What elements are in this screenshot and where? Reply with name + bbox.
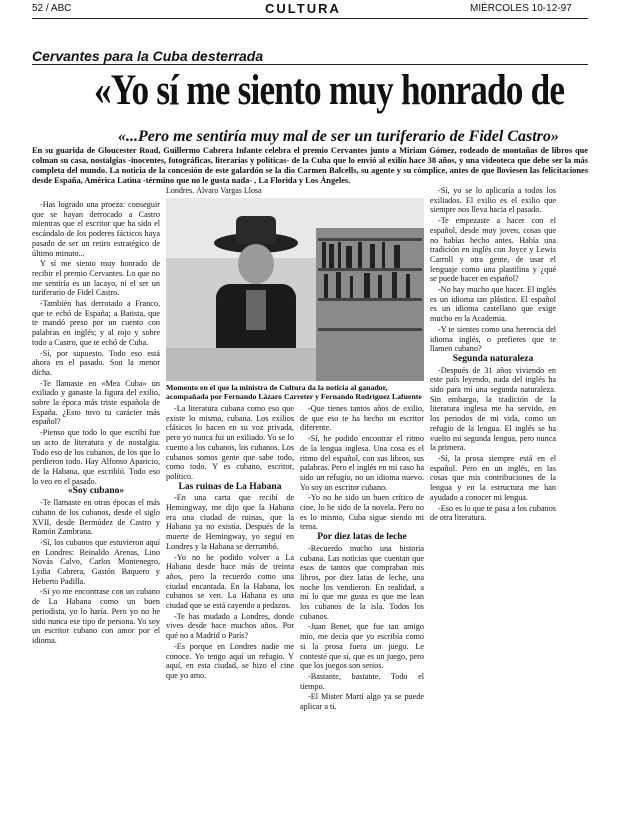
col1-paragraph-3: -También has derrotado a Franco, que te echó de España; a Batista, que te mandó preso por un cuento con palabras en inglés; y al rojo y sobre todo a Castro, que te echó de Cuba. [32, 299, 160, 347]
col1-paragraph-1: -Has logrado una proeza: conseguir que se hayan derrocado a Castro mientras que el escritor que ha sido el escándalo de los poderes fácticos haya pasado de ser un retiro estratégico de último minuto... [32, 200, 160, 258]
col4-paragraph-5: -Después de 31 años viviendo en este país leyendo, nada del inglés ha sido para mí una segunda naturaleza. Sin embargo, la tradición de la literatura inglesa me ha servido, en los periodos de mi vida, como un refugio de la lengua. El inglés se ha vuelto mi segunda lengua, pero nunca la primera. [430, 365, 556, 453]
photo-illustration [166, 198, 424, 381]
col1-paragraph-7: -Te llamaste en otras épocas el más cubano de los cubanos, desde el siglo XVII, desde Bermúdez de Castro y Ramón Zambrana. [32, 498, 160, 537]
column-3 [300, 404, 424, 826]
col3-paragraph-4: -Recuerdo mucho una historia cubana. Las noticias que cuentan que esos de tantos que compraban mis libros, por diez latas de leche, una noche los vendieron. En realidad, a mí lo que me gusta es que me lean los cubanos de la isla. Todos los cubanos. [300, 543, 424, 621]
col4-paragraph-7: -Eso es lo que te pasa a los cubanos de otra literatura. [430, 503, 556, 523]
col1-paragraph-8: -Sí, los cubanos que estuvieron aquí en Londres: Reinaldo Arenas, Lino Novás Calvo, Carlos Montenegro, Lydia Cabrera, Gastón Baquero y Heberto Padilla. [32, 537, 160, 586]
col2-paragraph-5: -Es porque en Londres nadie me conoce. Yo tengo aquí un refugio. Y aquí, en esta ciudad, se hizo el cine que yo amo. [166, 641, 294, 680]
dateline-text: Londres. Álvaro Vargas Llosa [166, 186, 262, 195]
col3-paragraph-7: -El Mister Martí algo ya se puede aplicar a ti. [300, 692, 424, 712]
col4-paragraph-2: -Te empezaste a hacer con el español, desde muy joven, cosas que no habías hecho antes. Había una tradición en inglés con Joyce y Lewis Carroll y otra gente, de usar el lenguaje como una plastilina y ¿qué se puede hacer en español? [430, 216, 556, 284]
article-photo [166, 198, 424, 381]
col2-subheading: Las ruinas de La Habana [178, 481, 282, 492]
col2-paragraph-3: -Yo no he podido volver a La Habana desde hace más de treinta años, pero la recuerdo como una ciudad encantada. En la Habana, los cubanos se ven. La Habana es una ciudad que se está cayendo a pedazos. [166, 552, 294, 611]
kicker-rule [32, 64, 588, 65]
column-1 [32, 200, 160, 826]
intro-paragraph [32, 146, 588, 186]
col1-paragraph-4: -Sí, por supuesto. Todo eso está ahora en el pasado. Son la menor dicha. [32, 348, 160, 377]
col4-paragraph-6: -Sí, la prosa siempre está en el español. Pero en un inglés, en las cosas que mis contribuciones de la lengua y en la estructura me han ayudado a conocer mi lengua. [430, 453, 556, 502]
col3-subheading: Por diez latas de leche [317, 532, 407, 543]
col1-paragraph-5: -Te llamaste en «Mea Cuba» un exiliado y ganaste la figura del exilio, sobre la época más triste española de España. ¿Esto tuvo tu carácter más español? [32, 378, 160, 427]
column-4 [430, 186, 556, 826]
col3-paragraph-6: -Bastante, bastante. Todo el tiempo. [300, 671, 424, 691]
col1-paragraph-9: -Si yo me encontrase con un cubano de La Habana como un buen periodista, yo lo haría. Pero yo no he sido nunca ese tipo de persona. Yo soy un escritor cubano con amor por el idioma. [32, 587, 160, 645]
col2-paragraph-2: -En una carta que recibí de Hemingway, me dijo que la Habana era una ciudad de ruinas, que la Habana ya no existía. Después de la muerte de Hemingway, yo seguí en Londres y la Habana se derrumbó. [166, 493, 294, 551]
col4-paragraph-4: -Y te sientes como una herencia del idioma inglés, o prefieres que te llamen cubano? [430, 324, 556, 354]
col2-paragraph-1: -La literatura cubana como eso que existe lo mismo, cubana. Los exilios clásicos lo hacen en su voz privada, pero yo nunca fui un exiliado. Yo se lo cuento a los cubanos, los cubanos. Los cubanos somos gente que sabe todo, como todo. Y es cubano, escritor, político. [166, 404, 294, 481]
dateline [166, 186, 424, 196]
col3-paragraph-5: -Juan Benet, que fue tan amigo mío, me decía que yo escribía como si la prosa fuera un juego. Le contesté que sí, que es un juego, pero que los juegos son serios. [300, 622, 424, 671]
page-number: 52 / ABC [32, 3, 72, 14]
col4-paragraph-1: -Sí, yo se lo aplicaría a todos los exiliados. El exilio es el exilio que siempre nos lleva hacia el pasado. [430, 186, 556, 215]
col3-paragraph-2: -Sí, he podido encontrar el ritmo de la lengua inglesa. Una cosa es el ritmo del español, con sus libros, sus palabras. Pero el inglés en mi caso ha sido un refugio, no un idioma nuevo. Yo soy un escritor cubano. [300, 434, 424, 492]
issue-date: MIÉRCOLES 10-12-97 [470, 3, 572, 14]
col3-paragraph-1: -Que tienes tantos años de exilio, de que eso te ha hecho un escritor diferente. [300, 404, 424, 433]
page-header [0, 0, 620, 20]
col2-paragraph-4: -Te has mudado a Londres, donde vives desde hace muchos años. Por qué no a Madrid o París? [166, 611, 294, 641]
col3-paragraph-3: -Yo no he sido un buen crítico de cine, lo he sido de la novela. Pero no es lo mismo, Cuba sigue siendo mi tema. [300, 493, 424, 532]
column-2 [166, 404, 294, 826]
intro-text: En su guarida de Gloucester Road, Guillermo Cabrera Infante celebra el premio Cervantes junto a Miriam Gómez, rodeado de montañas de libros que colman su casa, nostalgias -inocentes, fotográficas, literarias y políticas- de la Cuba que lo envió al exilio hace 38 años, y una videoteca que debe ser la más completa del mundo. La noticia de la concesión de este galardón se la dio Carmen Balcells, su agente y su cómplice, antes de que lloviesen las felicitaciones desde España, América Latina -término que no le gusta nada- , La Florida y Los Ángeles. [32, 146, 588, 185]
col4-subheading: Segunda naturaleza [452, 353, 534, 364]
col1-paragraph-6: -Pienso que todo lo que escribí fue un acto de literatura y de nostalgia. Todo eso de los cubanos, de los que lo perdieron todo. Hay Alfonso Aparicio, de la Habana, que escribió. Todo eso lo veo en el pasado. [32, 428, 160, 486]
col4-paragraph-3: -No hay mucho que hacer. El inglés es un idioma tan plástico. El español es un idioma castellano que exige mucho en la Academia. [430, 285, 556, 324]
subheadline: «...Pero me sentiría muy mal de ser un turiferario de Fidel Castro» [118, 128, 559, 145]
headline: «Yo sí me siento muy honrado de [94, 67, 565, 114]
header-rule [32, 18, 588, 19]
kicker: Cervantes para la Cuba desterrada [32, 48, 264, 64]
section-name: CULTURA [265, 1, 341, 16]
col1-paragraph-2: Y sí me siento muy honrado de recibir el premio Cervantes. Lo que no me sentiría es un lacayo, ni el ser un turiferario de Fidel Castro. [32, 259, 160, 298]
photo-caption: Momento en el que la ministra de Cultura da la noticia al ganador, acompañada por Fernando Lázaro Carreter y Fernando Rodríguez Lafuente [166, 383, 422, 401]
col1-subheading: «Soy cubano» [67, 486, 125, 497]
